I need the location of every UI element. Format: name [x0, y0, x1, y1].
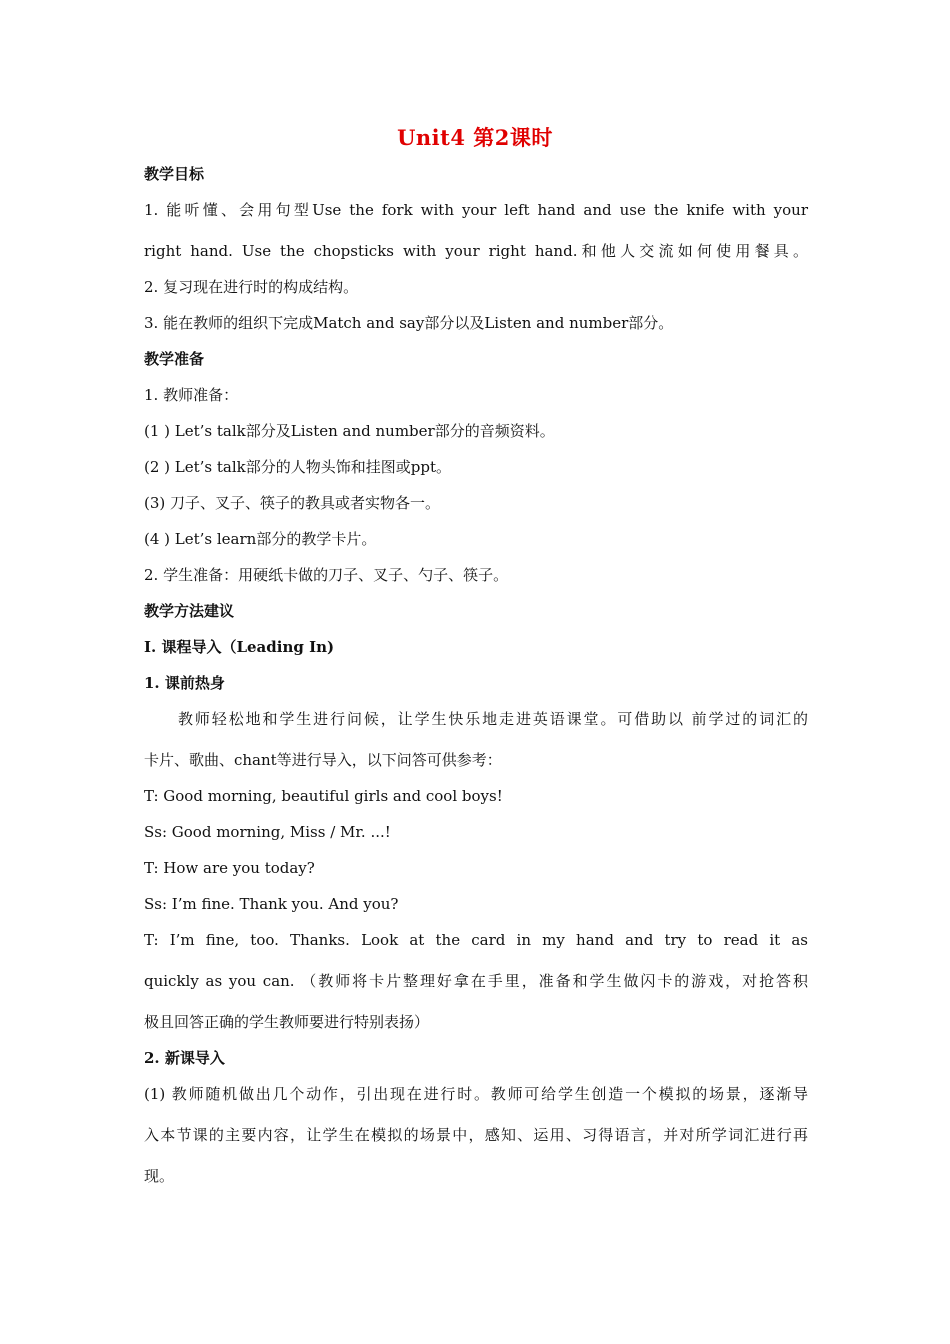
new-lesson-line-3: 现。 [144, 1167, 175, 1185]
teacher-prep-item-3: (3) 刀子、叉子、筷子的教具或者实物各一。 [144, 494, 441, 512]
new-lesson-line-2: 入本节课的主要内容，让学生在模拟的场景中，感知、运用、习得语言，并对所学词汇进行再 [144, 1126, 808, 1144]
dialogue-line-2: Ss: Good morning, Miss / Mr. ...! [144, 823, 391, 841]
section-heading-objectives: 教学目标 [144, 165, 205, 183]
new-lesson-line-1: (1) 教师随机做出几个动作，引出现在进行时。教师可给学生创造一个模拟的场景，逐渐导 [144, 1085, 808, 1103]
student-prep: 2. 学生准备：用硬纸卡做的刀子、叉子、勺子、筷子。 [144, 566, 509, 584]
subheading-leading-in: I. 课程导入（Leading In) [144, 638, 335, 656]
document-title: Unit4 第2课时 [397, 125, 553, 150]
section-heading-preparation: 教学准备 [144, 350, 205, 368]
teacher-prep-item-4: (4 ) Let’s learn部分的教学卡片。 [144, 530, 377, 548]
teacher-prep-item-1: (1 ) Let’s talk部分及Listen and number部分的音频资料。 [144, 422, 555, 440]
dialogue-line-6: quickly as you can. （教师将卡片整理好拿在手里，准备和学生做闪卡的游戏，对抢答积 [144, 972, 808, 990]
objective-1-line-1: 1. 能听懂、会用句型Use the fork with your left hand and use the knife with your [144, 201, 808, 219]
subheading-warm-up: 1. 课前热身 [144, 674, 225, 692]
section-heading-methods: 教学方法建议 [144, 602, 235, 620]
dialogue-line-4: Ss: I’m fine. Thank you. And you? [144, 895, 399, 913]
objective-2: 2. 复习现在进行时的构成结构。 [144, 278, 359, 296]
warm-up-paragraph-line-1: 教师轻松地和学生进行问候，让学生快乐地走进英语课堂。可借助以 前学过的词汇的 [178, 710, 808, 728]
teacher-prep: 1. 教师准备： [144, 386, 239, 404]
objective-3: 3. 能在教师的组织下完成Match and say部分以及Listen and number部分。 [144, 314, 674, 332]
objective-1-line-2: right hand. Use the chopsticks with your right hand.和他人交流如何使用餐具。 [144, 242, 808, 260]
dialogue-line-1: T: Good morning, beautiful girls and cool boys! [144, 787, 503, 805]
warm-up-paragraph-line-2: 卡片、歌曲、chant等进行导入，以下问答可供参考： [144, 751, 502, 769]
teacher-prep-item-2: (2 ) Let’s talk部分的人物头饰和挂图或ppt。 [144, 458, 451, 476]
dialogue-line-5: T: I’m fine, too. Thanks. Look at the card in my hand and try to read it as [144, 931, 808, 949]
dialogue-line-3: T: How are you today? [144, 859, 315, 877]
dialogue-line-7: 极且回答正确的学生教师要进行特别表扬） [144, 1013, 430, 1031]
subheading-new-lesson: 2. 新课导入 [144, 1049, 225, 1067]
